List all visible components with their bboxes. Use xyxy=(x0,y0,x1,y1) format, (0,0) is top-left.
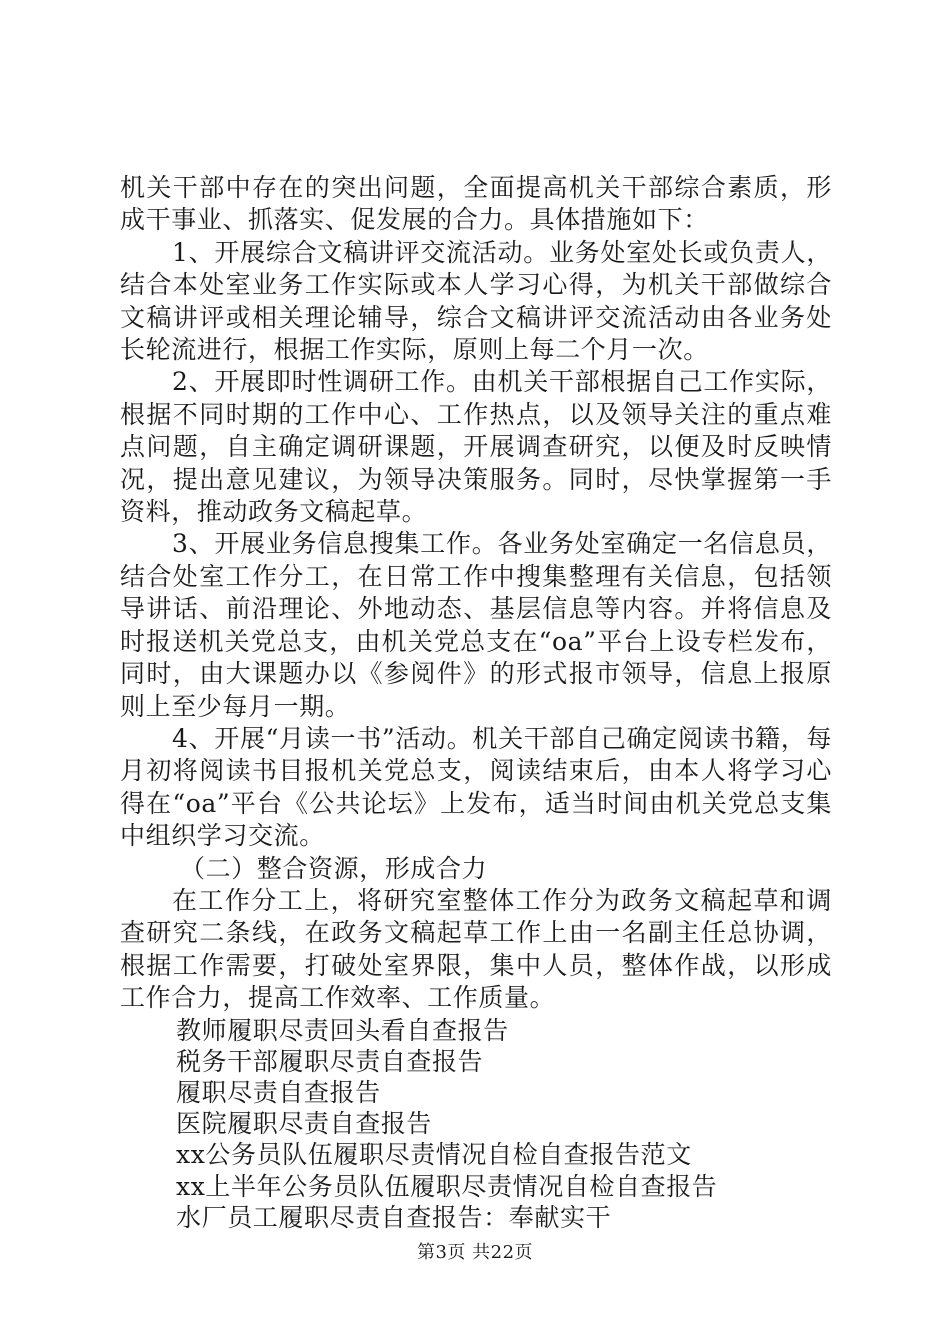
paragraph-intro: 机关干部中存在的突出问题，全面提高机关干部综合素质，形成干事业、抓落实、促发展的合力。具体措施如下： xyxy=(120,173,832,235)
related-link[interactable]: 税务干部履职尽责自查报告 xyxy=(176,1046,484,1076)
page-number-footer: 第3页 共22页 xyxy=(416,1242,534,1263)
related-link[interactable]: 履职尽责自查报告 xyxy=(176,1077,381,1107)
related-link[interactable]: 教师履职尽责回头看自查报告 xyxy=(176,1015,509,1045)
paragraph-section: 在工作分工上，将研究室整体工作分为政务文稿起草和调查研究二条线，在政务文稿起草工作上由一名副主任总协调，根据工作需要，打破处室界限，集中人员，整体作战，以形成工作合力，提高工作效率、工作质量。 xyxy=(120,885,832,1013)
related-link[interactable]: 医院履职尽责自查报告 xyxy=(176,1109,433,1139)
paragraph-measure-2: 2、开展即时性调研工作。由机关干部根据自己工作实际，根据不同时期的工作中心、工作热点，以及领导关注的重点难点问题，自主确定调研课题，开展调查研究，以便及时反映情况，提出意见建议，为领导决策服务。同时，尽快掌握第一手资料，推动政务文稿起草。 xyxy=(120,367,832,527)
related-links-list xyxy=(120,1015,832,1233)
paragraph-measure-3: 3、开展业务信息搜集工作。各业务处室确定一名信息员，结合处室工作分工，在日常工作中搜集整理有关信息，包括领导讲话、前沿理论、外地动态、基层信息等内容。并将信息及时报送机关党总支，由机关党总支在“oa”平台上设专栏发布，同时，由大课题办以《参阅件》的形式报市领导，信息上报原则上至少每月一期。 xyxy=(120,529,832,721)
document-body xyxy=(120,172,832,1233)
related-link[interactable]: 水厂员工履职尽责自查报告：奉献实干 xyxy=(176,1202,612,1232)
paragraph-measure-4: 4、开展“月读一书”活动。机关干部自己确定阅读书籍，每月初将阅读书目报机关党总支，阅读结束后，由本人将学习心得在“oa”平台《公共论坛》上发布，适当时间由机关党总支集中组织学习交流。 xyxy=(120,723,832,851)
paragraph-measure-1: 1、开展综合文稿讲评交流活动。业务处室处长或负责人，结合本处室业务工作实际或本人学习心得，为机关干部做综合文稿讲评或相关理论辅导，综合文稿讲评交流活动由各业务处长轮流进行，根据工作实际，原则上每二个月一次。 xyxy=(120,237,832,365)
related-link[interactable]: xx上半年公务员队伍履职尽责情况自检自查报告 xyxy=(176,1171,718,1201)
related-link[interactable]: xx公务员队伍履职尽责情况自检自查报告范文 xyxy=(176,1140,692,1170)
section-heading: （二）整合资源，形成合力 xyxy=(180,853,488,883)
